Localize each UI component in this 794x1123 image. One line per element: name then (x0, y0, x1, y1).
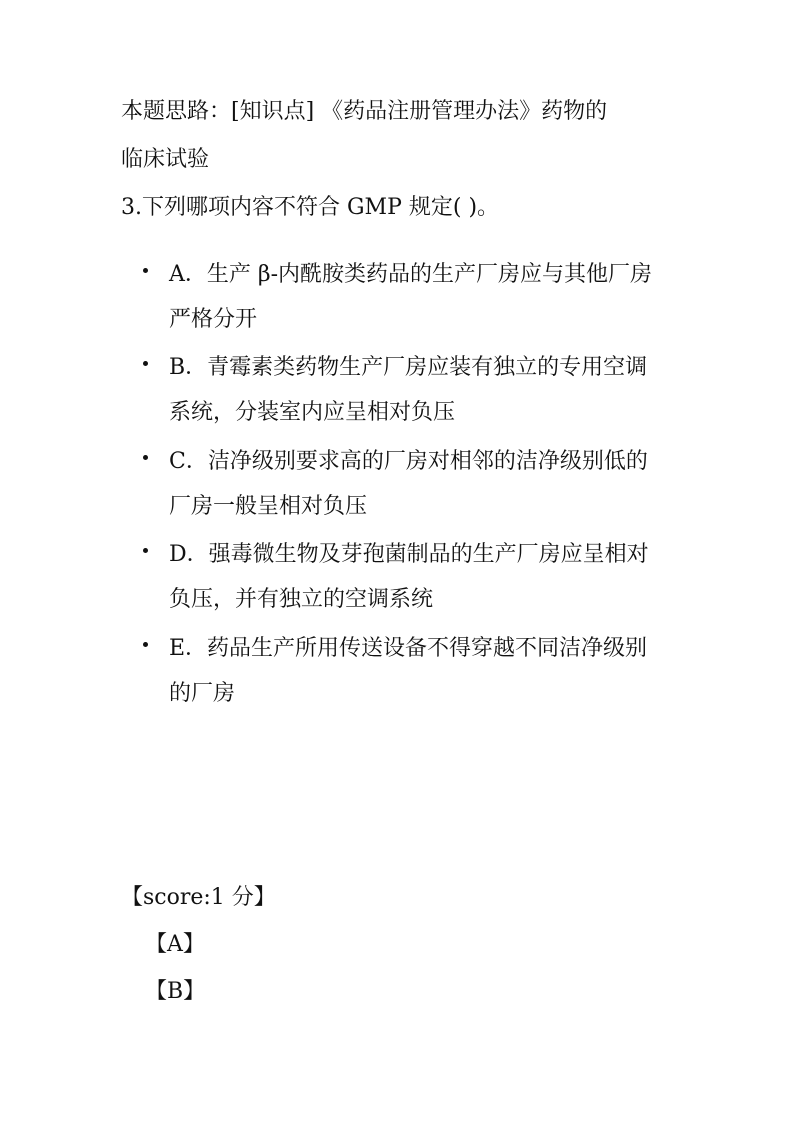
option-c-text: C．洁净级别要求高的厂房对相邻的洁净级别低的厂房一般呈相对负压 (169, 449, 648, 519)
option-e-text: E．药品生产所用传送设备不得穿越不同洁净级别的厂房 (169, 636, 648, 706)
bullet-icon (143, 268, 148, 273)
answer-item-a: 【A】 (145, 932, 205, 957)
bullet-icon (143, 642, 148, 647)
answer-item-b: 【B】 (145, 979, 206, 1004)
solution-thinking-line-1: 本题思路：[知识点] 《药品注册管理办法》药物的 (121, 99, 608, 124)
option-a-text: A．生产 β-内酰胺类药品的生产厂房应与其他厂房严格分开 (169, 262, 653, 332)
bullet-icon (143, 455, 148, 460)
option-b-text: B．青霉素类药物生产厂房应装有独立的专用空调系统，分装室内应呈相对负压 (169, 355, 648, 425)
score-label: 【score:1 分】 (121, 885, 276, 910)
bullet-icon (143, 548, 148, 553)
bullet-icon (143, 361, 148, 366)
solution-thinking-line-2: 临床试验 (121, 147, 210, 172)
question-text: 3.下列哪项内容不符合 GMP 规定( )。 (121, 195, 500, 220)
option-d-text: D．强毒微生物及芽孢菌制品的生产厂房应呈相对负压，并有独立的空调系统 (169, 542, 649, 612)
